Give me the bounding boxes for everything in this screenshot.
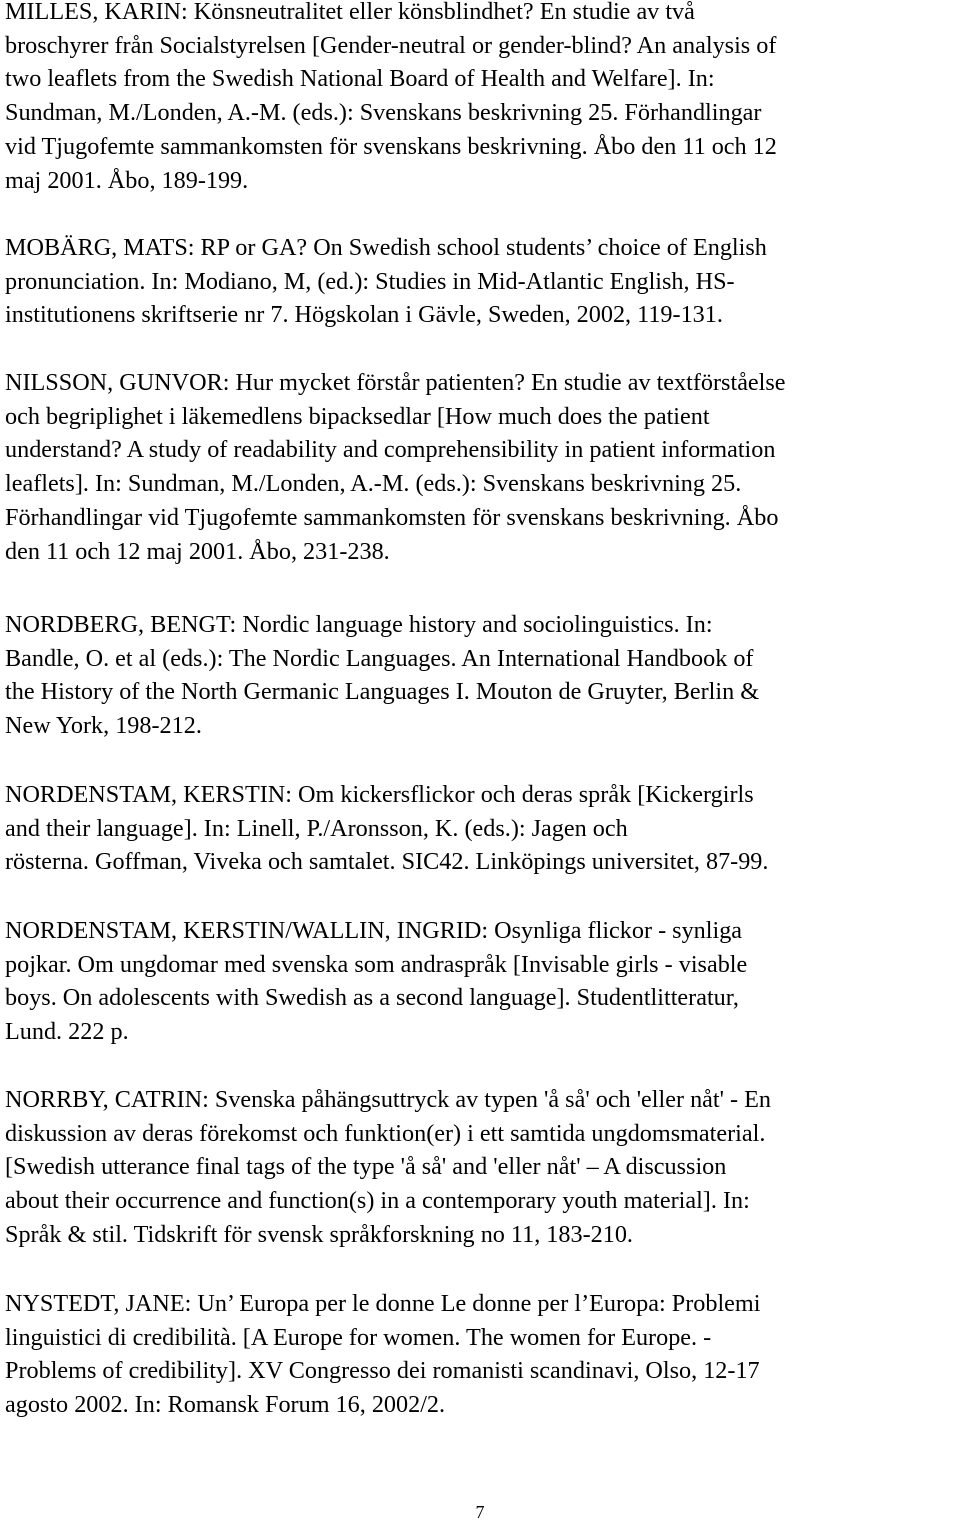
reference-line: NORRBY, CATRIN: Svenska påhängsuttryck av typen 'å så' och 'eller nåt' - En bbox=[5, 1086, 771, 1113]
reference-line: Bandle, O. et al (eds.): The Nordic Languages. An International Handbook of bbox=[5, 644, 754, 672]
reference-line: Språk & stil. Tidskrift för svensk språkforskning no 11, 183-210. bbox=[5, 1220, 633, 1248]
reference-line: NORDENSTAM, KERSTIN: Om kickersflickor och deras språk [Kickergirls bbox=[5, 781, 754, 808]
reference-line: och begriplighet i läkemedlens bipacksedlar [How much does the patient bbox=[5, 402, 710, 430]
reference-line: broschyrer från Socialstyrelsen [Gender-neutral or gender-blind? An analysis of bbox=[5, 31, 777, 59]
reference-entry-norrby bbox=[5, 1083, 771, 1252]
reference-line: the History of the North Germanic Languages I. Mouton de Gruyter, Berlin & bbox=[5, 678, 760, 706]
reference-line: boys. On adolescents with Swedish as a second language]. Studentlitteratur, bbox=[5, 984, 739, 1012]
reference-line: leaflets]. In: Sundman, M./Londen, A.-M. (eds.): Svenskans beskrivning 25. bbox=[5, 470, 742, 498]
reference-line: diskussion av deras förekomst och funktion(er) i ett samtida ungdomsmaterial. bbox=[5, 1119, 766, 1147]
reference-line: [Swedish utterance final tags of the type 'å så' and 'eller nåt' – A discussion bbox=[5, 1153, 727, 1181]
page-number: 7 bbox=[475, 1502, 485, 1522]
reference-line: about their occurrence and function(s) in a contemporary youth material]. In: bbox=[5, 1187, 750, 1215]
reference-line: MOBÄRG, MATS: RP or GA? On Swedish school students’ choice of English bbox=[5, 234, 767, 261]
reference-entry-nordberg bbox=[5, 608, 759, 743]
reference-line: NYSTEDT, JANE: Un’ Europa per le donne Le donne per l’Europa: Problemi bbox=[5, 1290, 761, 1317]
reference-line: Problems of credibility]. XV Congresso dei romanisti scandinavi, Olso, 12-17 bbox=[5, 1357, 760, 1385]
reference-line: and their language]. In: Linell, P./Aronsson, K. (eds.): Jagen och bbox=[5, 814, 628, 842]
reference-entry-mobarg bbox=[5, 231, 767, 332]
reference-line: Sundman, M./Londen, A.-M. (eds.): Svenskans beskrivning 25. Förhandlingar bbox=[5, 99, 762, 127]
reference-entry-milles bbox=[5, 0, 777, 197]
reference-line: agosto 2002. In: Romansk Forum 16, 2002/2. bbox=[5, 1391, 446, 1419]
reference-line: pronunciation. In: Modiano, M, (ed.): Studies in Mid-Atlantic English, HS- bbox=[5, 267, 735, 295]
reference-line: maj 2001. Åbo, 189-199. bbox=[5, 166, 249, 194]
reference-line: NORDENSTAM, KERSTIN/WALLIN, INGRID: Osynliga flickor - synliga bbox=[5, 917, 743, 944]
reference-line: rösterna. Goffman, Viveka och samtalet. SIC42. Linköpings universitet, 87-99. bbox=[5, 848, 769, 876]
reference-entry-nordenstam bbox=[5, 778, 768, 879]
reference-entry-nilsson bbox=[5, 366, 786, 568]
reference-line: den 11 och 12 maj 2001. Åbo, 231-238. bbox=[5, 537, 390, 565]
reference-line: New York, 198-212. bbox=[5, 712, 202, 740]
reference-line: pojkar. Om ungdomar med svenska som andraspråk [Invisable girls - visable bbox=[5, 950, 748, 978]
reference-line: NILSSON, GUNVOR: Hur mycket förstår patienten? En studie av textförståelse bbox=[5, 369, 786, 396]
reference-entry-nordenstam-wallin bbox=[5, 914, 747, 1049]
reference-entry-nystedt bbox=[5, 1287, 760, 1422]
reference-line: vid Tjugofemte sammankomsten för svenskans beskrivning. Åbo den 11 och 12 bbox=[5, 132, 777, 160]
reference-line: NORDBERG, BENGT: Nordic language history and sociolinguistics. In: bbox=[5, 611, 713, 638]
reference-line: Förhandlingar vid Tjugofemte sammankomsten för svenskans beskrivning. Åbo bbox=[5, 503, 779, 531]
reference-line: linguistici di credibilità. [A Europe for women. The women for Europe. - bbox=[5, 1323, 712, 1351]
reference-line: Lund. 222 p. bbox=[5, 1018, 129, 1046]
reference-line: institutionens skriftserie nr 7. Högskolan i Gävle, Sweden, 2002, 119-131. bbox=[5, 301, 723, 329]
reference-line: two leaflets from the Swedish National Board of Health and Welfare]. In: bbox=[5, 65, 715, 93]
reference-line: understand? A study of readability and comprehensibility in patient information bbox=[5, 436, 776, 464]
reference-line: MILLES, KARIN: Könsneutralitet eller könsblindhet? En studie av två bbox=[5, 0, 695, 25]
